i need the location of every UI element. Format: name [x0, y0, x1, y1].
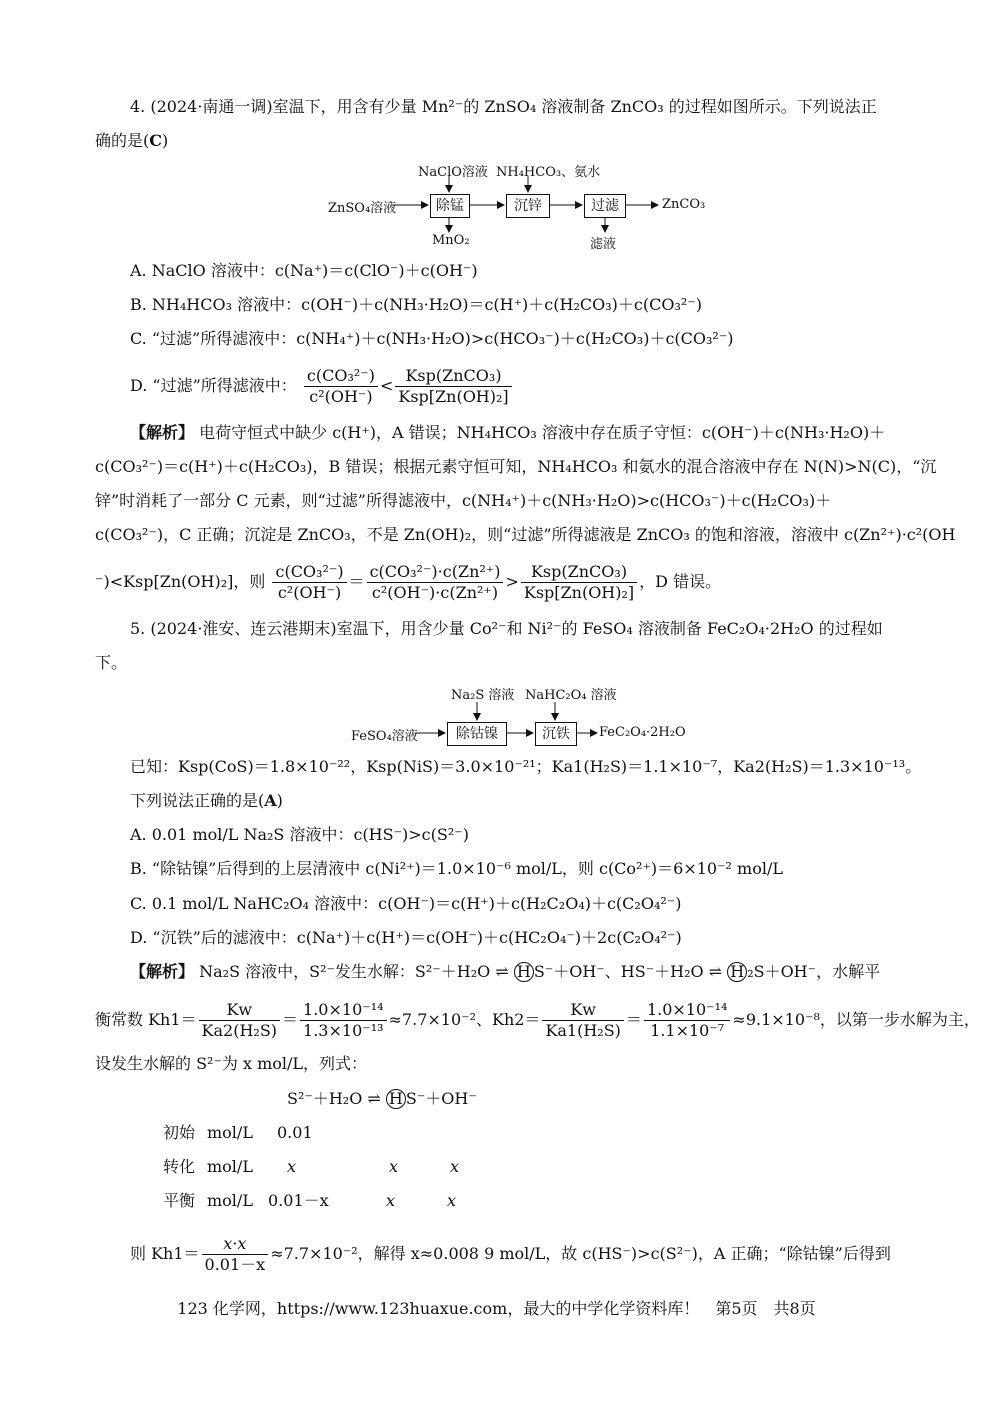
- q4-analysis-frac1: [272, 562, 346, 603]
- q4-stem-suffix: ): [161, 131, 169, 150]
- q5-known: 已知：Ksp(CoS)＝1.8×10⁻²²，Ksp(NiS)＝3.0×10⁻²¹；Ka1(H₂S)＝1.1×10⁻⁷，Ka2(H₂S)＝1.3×10⁻¹³。: [130, 757, 922, 776]
- frac-numerator: c(CO₃²⁻): [304, 366, 378, 387]
- frac-numerator: Kw: [542, 1000, 623, 1021]
- ice-row-change-v2: x: [389, 1157, 399, 1176]
- q4-stem-prefix: 确的是(: [95, 131, 150, 150]
- frac-denominator: Ksp[Zn(OH)₂]: [523, 583, 635, 602]
- q4-output-label: ZnCO₃: [662, 197, 706, 212]
- q4-option-a: A. NaClO 溶液中：c(Na⁺)＝c(ClO⁻)＋c(OH⁻): [130, 261, 478, 280]
- q5-analysis-frac4: [644, 1000, 730, 1041]
- ice-row-equilibrium-label: 平衡: [163, 1191, 196, 1210]
- q5-analysis-last-suffix: ≈7.7×10⁻²，解得 x≈0.008 9 mol/L，故 c(HS⁻)>c(S²⁻)，A 正确；“除钴镍”后得到: [270, 1244, 891, 1263]
- q5-ask-prefix: 下列说法正确的是(: [130, 791, 265, 810]
- q5-stem-line2: 下。: [95, 653, 128, 672]
- q4-analysis-eq: ＝: [348, 572, 365, 591]
- q5-analysis-line3: 设发生水解的 S²⁻为 x mol/L，列式：: [95, 1054, 368, 1073]
- circled-h: H: [727, 962, 747, 982]
- q4-option-c: C. “过滤”所得滤液中：c(NH₄⁺)＋c(NH₃·H₂O)>c(HCO₃⁻)＋c(H₂CO₃)＋c(CO₃²⁻): [130, 329, 734, 348]
- frac-denominator: Ksp[Zn(OH)₂]: [398, 387, 509, 406]
- ice-row-change-unit: mol/L: [207, 1157, 253, 1176]
- q5-reagent2-label: NaHC₂O₄ 溶液: [525, 688, 617, 703]
- page-footer: 123 化学网，https://www.123huaxue.com，最大的中学化学资料库！ 第5页 共8页: [177, 1299, 816, 1318]
- q5-option-c: C. 0.1 mol/L NaHC₂O₄ 溶液中：c(OH⁻)＝c(H⁺)＋c(H₂C₂O₄)＋c(C₂O₄²⁻): [130, 894, 682, 913]
- q4-option-b: B. NH₄HCO₃ 溶液中：c(OH⁻)＋c(NH₃·H₂O)＝c(H⁺)＋c(H₂CO₃)＋c(CO₃²⁻): [130, 295, 702, 314]
- q4-analysis-label: 【解析】: [130, 423, 195, 442]
- ice-row-equilibrium-v1: 0.01－x: [268, 1191, 329, 1210]
- frac-denominator: Ka2(H₂S): [201, 1021, 278, 1040]
- ice-row-equilibrium-unit: mol/L: [207, 1191, 253, 1210]
- q5-analysis-last-frac: [202, 1234, 269, 1275]
- frac-denominator: c²(OH⁻)·c(Zn²⁺): [371, 583, 499, 602]
- q4-option-d-op: <: [379, 376, 394, 395]
- frac-numerator: 1.0×10⁻¹⁴: [644, 1000, 730, 1021]
- q5-analysis-text1c: ₂S＋OH⁻，水解平: [747, 962, 881, 981]
- q5-analysis-line2-prefix: 衡常数 Kh1＝: [95, 1010, 197, 1029]
- ice-row-initial-label: 初始: [163, 1123, 196, 1142]
- frac-numerator: c(CO₃²⁻)·c(Zn²⁺): [367, 562, 504, 583]
- q5-analysis-line1: [130, 961, 880, 983]
- q4-analysis-text1: 电荷守恒式中缺少 c(H⁺)，A 错误；NH₄HCO₃ 溶液中存在质子守恒：c(OH⁻)＋c(NH₃·H₂O)＋: [199, 423, 886, 442]
- q5-analysis-line2-suffix: ≈9.1×10⁻⁸，以第一步水解为主，: [732, 1010, 980, 1029]
- ice-row-change-v3: x: [450, 1157, 460, 1176]
- frac-numerator: 1.0×10⁻¹⁴: [300, 1000, 386, 1021]
- q5-analysis-frac1: [199, 1000, 280, 1041]
- q5-analysis-text1b: S⁻＋OH⁻、HS⁻＋H₂O ⇌: [533, 962, 728, 981]
- q5-ask-suffix: ): [276, 791, 283, 810]
- frac-numerator: x·x: [202, 1234, 269, 1255]
- ice-row-equilibrium-v3: x: [447, 1191, 457, 1210]
- q4-option-d-prefix: D. “过滤”所得滤液中：: [130, 376, 297, 395]
- frac-numerator: Kw: [199, 1000, 280, 1021]
- q5-analysis-label: 【解析】: [130, 962, 195, 981]
- q5-option-d: D. “沉铁”后的滤液中：c(Na⁺)＋c(H⁺)＝c(OH⁻)＋c(HC₂O₄⁻)＋2c(C₂O₄²⁻): [130, 928, 682, 947]
- ice-row-initial-v1: 0.01: [277, 1123, 313, 1142]
- q5-output-label: FeC₂O₄·2H₂O: [599, 725, 686, 740]
- q4-analysis-line1: [130, 422, 885, 444]
- q5-analysis-eq1: ＝: [282, 1010, 299, 1029]
- q4-option-d-frac2: [395, 366, 511, 407]
- q4-byproduct3-label: 滤液: [590, 237, 617, 252]
- frac-denominator: 1.1×10⁻⁷: [650, 1021, 725, 1040]
- q4-analysis-line2: c(CO₃²⁻)＝c(H⁺)＋c(H₂CO₃)，B 错误；根据元素守恒可知，NH₄HCO₃ 和氨水的混合溶液中存在 N(N)>N(C)，“沉: [95, 457, 937, 476]
- q4-analysis-line5-prefix: ⁻)<Ksp[Zn(OH)₂]，则: [95, 572, 266, 591]
- q5-equation-b: S⁻＋OH⁻: [405, 1089, 477, 1108]
- frac-denominator: c²(OH⁻): [309, 387, 373, 406]
- circled-h: H: [514, 962, 534, 982]
- q5-reagent1-label: Na₂S 溶液: [451, 688, 515, 703]
- q4-byproduct1-label: MnO₂: [432, 233, 470, 248]
- q4-analysis-frac2: [367, 562, 504, 603]
- q4-stem-line2: [95, 130, 168, 152]
- q4-option-d: [130, 366, 514, 407]
- frac-numerator: Ksp(ZnCO₃): [521, 562, 637, 583]
- q5-equation: [287, 1088, 477, 1110]
- q4-analysis-line5-suffix: ，D 错误。: [639, 572, 722, 591]
- ice-row-change-v1: x: [287, 1157, 297, 1176]
- q4-stem-line1: 4. (2024·南通一调)室温下，用含有少量 Mn²⁻的 ZnSO₄ 溶液制备 ZnCO₃ 的过程如图所示。下列说法正: [130, 97, 877, 116]
- q4-option-d-frac1: [304, 366, 378, 407]
- q5-answer: A: [264, 791, 277, 810]
- frac-numerator: Ksp(ZnCO₃): [395, 366, 511, 387]
- q5-analysis-eq2: ＝: [625, 1010, 642, 1029]
- q5-analysis-frac2: [300, 1000, 386, 1041]
- q4-answer: C: [149, 131, 162, 150]
- q5-ask: [130, 790, 283, 812]
- q4-flow-diagram: [320, 158, 720, 253]
- q4-box-filter: 过滤: [584, 194, 626, 218]
- frac-numerator: c(CO₃²⁻): [272, 562, 346, 583]
- q4-analysis-line3: 锌”时消耗了一部分 C 元素，则“过滤”所得滤液中，c(NH₄⁺)＋c(NH₃·H₂O)>c(HCO₃⁻)＋c(H₂CO₃)＋: [95, 491, 832, 510]
- ice-row-initial-unit: mol/L: [207, 1123, 253, 1142]
- ice-row-change-label: 转化: [163, 1157, 196, 1176]
- q4-analysis-frac3: [521, 562, 637, 603]
- q5-analysis-line2: [95, 1000, 980, 1041]
- q4-reagent1-label: NaClO溶液: [418, 165, 488, 180]
- q5-analysis-text1a: Na₂S 溶液中，S²⁻发生水解：S²⁻＋H₂O ⇌: [199, 962, 514, 981]
- frac-denominator: 0.01－x: [204, 1255, 266, 1274]
- q5-equation-a: S²⁻＋H₂O ⇌: [287, 1089, 386, 1108]
- q5-box-fe-precip: 沉铁: [535, 722, 577, 746]
- circled-h: H: [386, 1089, 406, 1109]
- q5-flow-diagram: [345, 680, 695, 748]
- q4-analysis-line4: c(CO₃²⁻)，C 正确；沉淀是 ZnCO₃，不是 Zn(OH)₂，则“过滤”所得滤液是 ZnCO₃ 的饱和溶液，溶液中 c(Zn²⁺)·c²(OH: [95, 525, 956, 544]
- frac-denominator: Ka1(H₂S): [545, 1021, 621, 1040]
- q5-analysis-last: [130, 1234, 891, 1275]
- ice-row-equilibrium-v2: x: [386, 1191, 396, 1210]
- frac-denominator: c²(OH⁻): [277, 583, 342, 602]
- q5-analysis-line2-mid: ≈7.7×10⁻²、Kh2＝: [388, 1010, 541, 1029]
- q5-box-co-ni-removal: 除钴镍: [447, 722, 507, 746]
- q5-option-b: B. “除钴镍”后得到的上层清液中 c(Ni²⁺)＝1.0×10⁻⁶ mol/L，则 c(Co²⁺)＝6×10⁻² mol/L: [130, 859, 783, 878]
- q4-input-label: ZnSO₄溶液: [328, 201, 397, 216]
- q5-option-a: A. 0.01 mol/L Na₂S 溶液中：c(HS⁻)>c(S²⁻): [130, 825, 469, 844]
- q5-stem-line1: 5. (2024·淮安、连云港期末)室温下，用含少量 Co²⁻和 Ni²⁻的 FeSO₄ 溶液制备 FeC₂O₄·2H₂O 的过程如: [130, 619, 883, 638]
- q4-box-mn-removal: 除锰: [430, 194, 470, 218]
- q4-reagent2-label: NH₄HCO₃、氨水: [496, 165, 601, 180]
- frac-denominator: 1.3×10⁻¹³: [303, 1021, 384, 1040]
- q4-analysis-line5: [95, 562, 721, 603]
- q5-input-label: FeSO₄溶液: [351, 729, 418, 744]
- q4-box-zn-precip: 沉锌: [506, 194, 550, 218]
- q5-analysis-last-prefix: 则 Kh1＝: [130, 1244, 200, 1263]
- q4-analysis-gt: >: [505, 572, 519, 591]
- q5-analysis-frac3: [542, 1000, 623, 1041]
